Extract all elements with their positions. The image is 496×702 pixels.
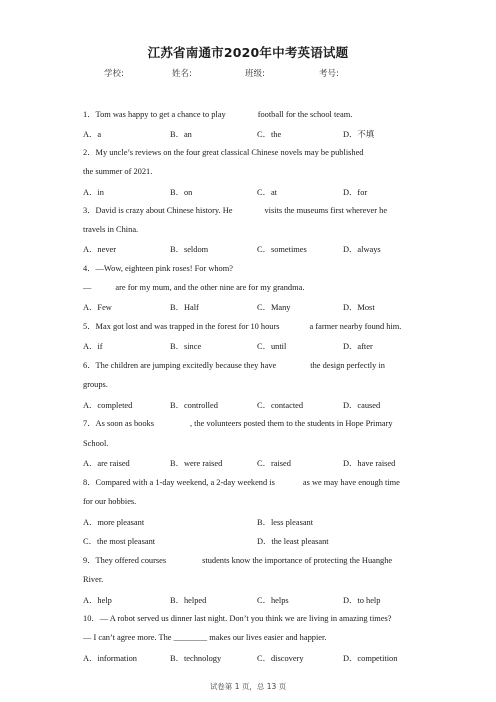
q9-option-b: B．helped	[170, 596, 207, 605]
question-1-stem: 1．Tom was happy to get a chance to play football for the school team.	[83, 110, 353, 119]
q6-option-c: C．contacted	[257, 401, 304, 410]
q10-option-d: D．competition	[343, 654, 398, 663]
question-9-stem: 9．They offered courses students know the importance of protecting the Huanghe	[83, 556, 393, 565]
q6-option-a: A．completed	[83, 401, 133, 410]
q4-option-d: D．Most	[343, 303, 375, 312]
q8-option-a: A．more pleasant	[83, 518, 145, 527]
q9-option-a: A．help	[83, 596, 112, 605]
q3-option-c: C．sometimes	[257, 245, 307, 254]
q3-option-a: A．never	[83, 245, 117, 254]
question-9-stem-cont: River.	[83, 575, 104, 584]
q5-option-a: A．if	[83, 342, 103, 351]
question-6-stem-cont: groups.	[83, 380, 108, 389]
q5-option-b: B．since	[170, 342, 202, 351]
q8-option-b: B．less pleasant	[257, 518, 314, 527]
question-3-stem: 3．David is crazy about Chinese history. He visits the museums first wherever he	[83, 206, 388, 215]
question-5-stem: 5．Max got lost and was trapped in the forest for 10 hours a farmer nearby found him.	[83, 322, 402, 331]
q2-option-c: C．at	[257, 188, 278, 197]
q8-option-d: D．the least pleasant	[257, 537, 329, 546]
question-8-stem: 8．Compared with a 1-day weekend, a 2-day weekend is as we may have enough time	[83, 478, 400, 487]
q2-option-d: D．for	[343, 188, 368, 197]
q4-option-c: C．Many	[257, 303, 291, 312]
question-2-stem: 2．My uncle’s reviews on the four great classical Chinese novels may be published	[83, 148, 364, 157]
number-label: 考号:	[319, 69, 339, 79]
q7-option-a: A．are raised	[83, 459, 130, 468]
q2-option-b: B．on	[170, 188, 193, 197]
q10-option-a: A．information	[83, 654, 137, 663]
school-label: 学校:	[104, 69, 124, 79]
q1-option-b: B．an	[170, 130, 192, 139]
page-footer: 试卷第 1 页，总 13 页	[209, 682, 287, 691]
q7-option-d: D．have raised	[343, 459, 396, 468]
class-label: 班级:	[245, 69, 265, 79]
q5-option-d: D．after	[343, 342, 373, 351]
q10-option-b: B．technology	[170, 654, 222, 663]
question-4-stem-cont: — are for my mum, and the other nine are for my grandma.	[83, 283, 305, 292]
q6-option-b: B．controlled	[170, 401, 218, 410]
q4-option-a: A．Few	[83, 303, 112, 312]
q9-option-c: C．helps	[257, 596, 289, 605]
question-7-stem-cont: School.	[83, 439, 109, 448]
q7-option-c: C．raised	[257, 459, 291, 468]
q5-option-c: C．until	[257, 342, 287, 351]
question-10-stem: 10．— A robot served us dinner last night. Don’t you think we are living in amazing times?	[83, 614, 392, 623]
q1-option-d: D．不填	[343, 130, 375, 139]
q7-option-b: B．were raised	[170, 459, 223, 468]
q10-option-c: C．discovery	[257, 654, 304, 663]
question-10-stem-cont: — I can’t agree more. The ________ makes our lives easier and happier.	[83, 633, 327, 642]
q2-option-a: A．in	[83, 188, 104, 197]
question-7-stem: 7．As soon as books , the volunteers posted them to the students in Hope Primary	[83, 419, 393, 428]
q6-option-d: D．caused	[343, 401, 381, 410]
question-8-stem-cont: for our hobbies.	[83, 497, 137, 506]
q1-option-a: A．a	[83, 130, 102, 139]
question-3-stem-cont: travels in China.	[83, 225, 139, 234]
q8-option-c: C．the most pleasant	[83, 537, 156, 546]
q1-option-c: C．the	[257, 130, 282, 139]
question-2-stem-cont: the summer of 2021.	[83, 167, 153, 176]
q3-option-d: D．always	[343, 245, 381, 254]
page-title: 江苏省南通市2020年中考英语试题	[147, 45, 349, 60]
question-4-stem: 4．—Wow, eighteen pink roses! For whom?	[83, 264, 233, 273]
q4-option-b: B．Half	[170, 303, 199, 312]
question-6-stem: 6．The children are jumping excitedly because they have the design perfectly in	[83, 361, 385, 370]
q3-option-b: B．seldom	[170, 245, 209, 254]
q9-option-d: D．to help	[343, 596, 381, 605]
name-label: 姓名:	[172, 69, 192, 79]
